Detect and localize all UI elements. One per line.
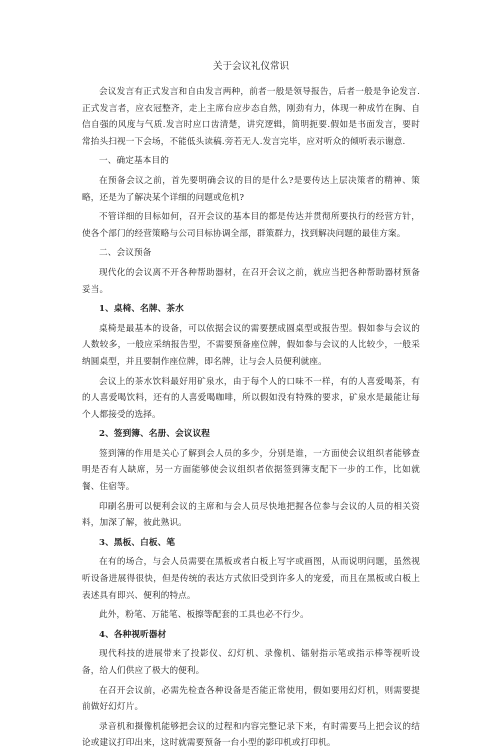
body-paragraph: 会议发言有正式发言和自由发言两种，前者一般是领导报告，后者一般是争论发言.正式发言者，应衣冠整齐，走上主席台应步态自然，刚劲有力，体现一种成竹在胸、自信自强的风度与气质.发言时应口齿清楚，讲究逻辑，简明扼要.假如是书面发言，要时常抬头扫视一下会场，不能低头读稿.旁若无人.发言完毕，应对听众的倾听表示谢意. — [82, 87, 420, 147]
body-paragraph: 在召开会议前，必需先检查各种设备是否能正常使用，假如要用幻灯机，则需要提前做好幻灯片。 — [82, 685, 420, 713]
section-heading: 一、确定基本目的 — [99, 156, 169, 167]
document-title: 关于会议礼仪常识 — [212, 61, 289, 72]
body-paragraph: 不管详细的目标如何，召开会议的基本目的都是传达并贯彻所要执行的经营方针，使各个部门的经营策略与公司目标协调全部，群策群力，找到解决问题的最佳方案。 — [82, 212, 420, 239]
body-paragraph: 此外，粉笔、万能笔、板擦等配套的工具也必不行少。 — [99, 610, 309, 621]
section-heading: 二、会议预备 — [99, 248, 152, 259]
subsection-heading: 4、各种视听器材 — [99, 629, 167, 640]
body-paragraph: 在有的场合，与会人员需要在黑板或者白板上写字或画图，从而说明问题，虽然视听设备进展得很快，但是传统的表达方式依旧受到许多人的宠爱，而且在黑板或白板上表述具有即兴、便利的特点。 — [82, 557, 420, 601]
body-paragraph: 签到簿的作用是关心了解到会人员的多少，分别是谁，一方面使会议组织者能够查明是否有人缺席，另一方面能够使会议组织者依据签到簿支配下一步的工作，比如就餐、住宿等。 — [82, 448, 420, 493]
body-paragraph: 现代化的会议离不开各种帮助器材，在召开会议之前，就应当把各种帮助器材预备妥当。 — [82, 267, 420, 295]
subsection-heading: 3、黑板、白板、笔 — [99, 537, 176, 548]
subsection-heading: 2、签到簿、名册、会议议程 — [99, 429, 211, 440]
body-paragraph: 录音机和摄像机能够把会议的过程和内容完整记录下来，有时需要马上把会议的结论或建议打印出来，这时就需要预备一台小型的影印机或打印机。 — [82, 721, 420, 749]
body-paragraph: 在预备会议之前，首先要明确会议的目的是什么?是要传达上层决策者的精神、策略，还是为了解决某个详细的问题或危机? — [82, 175, 420, 203]
body-paragraph: 桌椅是最基本的设备，可以依据会议的需要摆成圆桌型或报告型。假如参与会议的人数较多，一般应采纳报告型，不需要预备座位牌，假如参与会议的人比较少，一般采纳圆桌型，并且要制作座位牌，即名牌，让与会人员便利就座。 — [82, 323, 420, 367]
document-body — [82, 84, 420, 752]
body-paragraph: 现代科技的进展带来了投影仪、幻灯机、录像机、镭射指示笔或指示棒等视听设备，给人们供应了极大的便利。 — [82, 649, 420, 676]
subsection-heading: 1、桌椅、名牌、茶水 — [99, 304, 184, 315]
body-paragraph: 印刷名册可以便利会议的主席和与会人员尽快地把握各位参与会议的人员的相关资料，加深了解，彼此熟识。 — [82, 501, 420, 529]
body-paragraph: 会议上的茶水饮料最好用矿泉水，由于每个人的口味不一样，有的人喜爱喝茶，有的人喜爱喝饮料，还有的人喜爱喝咖啡，所以假如没有特殊的要求，矿泉水是最能让每个人都接受的选择。 — [82, 376, 420, 420]
